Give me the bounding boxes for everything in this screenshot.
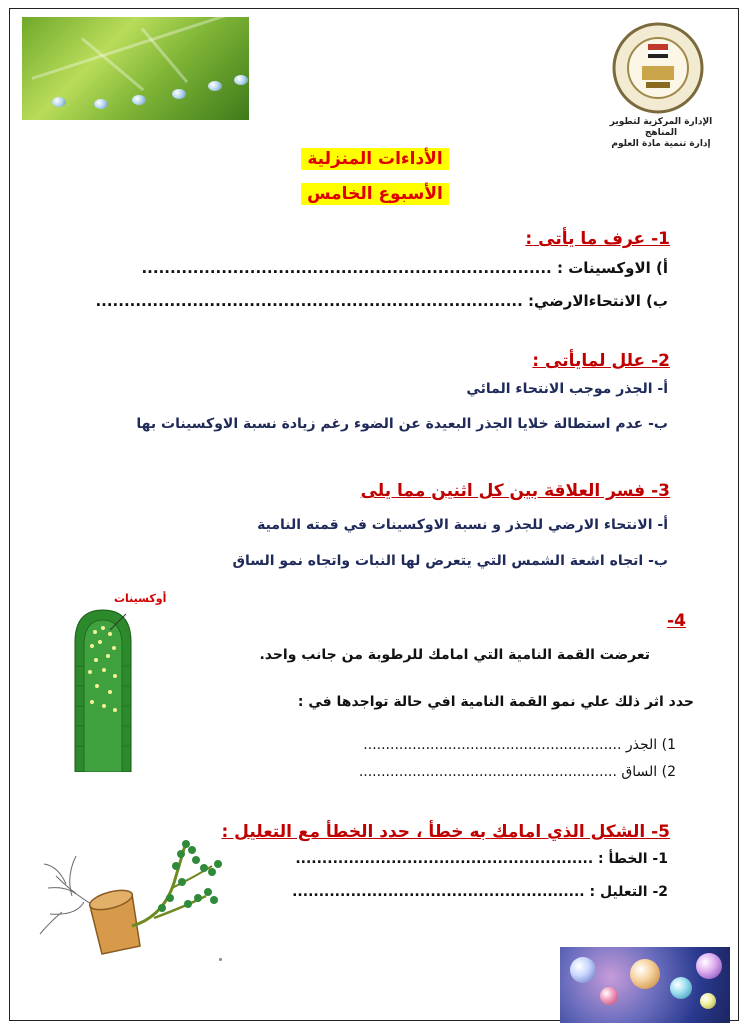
q1-heading: 1- عرف ما يأتى : (525, 229, 670, 249)
page-subtitle: الأسبوع الخامس (301, 183, 449, 205)
leaf-water-drops-image (22, 17, 249, 120)
q1-item-a: أ) الاوكسينات : ........................................................................ (141, 259, 668, 277)
potted-plant-figure (36, 836, 226, 961)
logo-caption (596, 117, 726, 150)
root-tip-figure (70, 606, 136, 772)
q4-item-root: 1) الجذر .......................................................... (363, 737, 676, 753)
q3-item-b: ب- اتجاه اشعة الشمس التي يتعرض لها النبات واتجاه نمو الساق (232, 553, 668, 569)
q2-heading: 2- علل لمايأتى : (532, 351, 670, 371)
q2-item-a: أ- الجذر موجب الانتحاء المائي (466, 381, 668, 397)
molecular-illustration-image (560, 947, 730, 1023)
auxin-label: أوكسينات (114, 592, 167, 605)
q2-item-b: ب- عدم استطالة خلايا الجذر البعيدة عن الضوء رغم زيادة نسبة الاوكسينات بها (136, 416, 668, 432)
logo-caption-line2: إدارة تنمية مادة العلوم (611, 139, 711, 149)
q4-intro: تعرضت القمة النامية التي امامك للرطوبة من جانب واحد. (259, 647, 650, 663)
ministry-logo-icon (612, 22, 704, 114)
page-title: الأداءات المنزلية (301, 148, 448, 170)
logo-caption-line1: الإدارة المركزية لتطوير المناهج (609, 117, 713, 138)
q5-item-reason: 2- التعليل : ....................................................... (292, 884, 668, 900)
q1-item-b: ب) الانتحاءالارضي: ........................................................................... (95, 292, 668, 310)
q4-heading: 4- (667, 611, 686, 631)
stray-dot (219, 958, 222, 961)
q4-item-stem: 2) الساق .......................................................... (358, 764, 676, 780)
q5-heading: 5- الشكل الذي امامك به خطأ ، حدد الخطأ مع التعليل : (221, 822, 670, 842)
q3-heading: 3- فسر العلاقة بين كل اثنين مما يلى (360, 481, 670, 501)
q3-item-a: أ- الانتحاء الارضي للجذر و نسبة الاوكسينات في قمته النامية (257, 517, 668, 533)
q5-item-error: 1- الخطأ : ........................................................ (295, 851, 668, 867)
q4-ask: حدد اثر ذلك علي نمو القمة النامية افي حالة تواجدها في : (297, 694, 694, 710)
